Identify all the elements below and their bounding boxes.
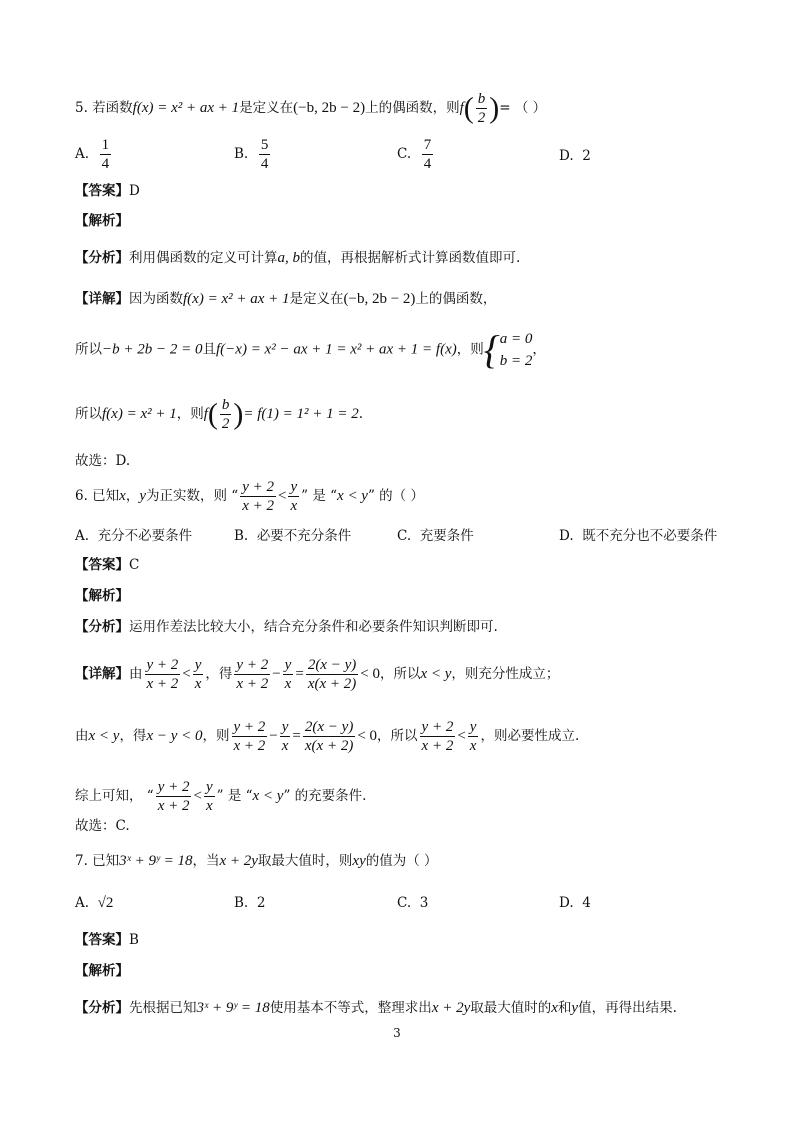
q5-xiangjie-line1: 【详解】因为函数f(x) = x² + ax + 1是定义在(−b, 2b − 2)上的偶函数， [75,291,497,307]
q6-fenxi: 【分析】运用作差法比较大小，结合充分条件和必要条件知识判断即可. [75,619,498,635]
q5-option-c: C. $\frac{7}{4}$ [397,137,432,172]
q6-option-a: A. 充分不必要条件 [75,528,193,544]
q5-stem-mid: 是定义在 [239,100,294,116]
q5-f: f [459,100,464,116]
q5-frac: $\frac{b}{2}$ [477,91,486,126]
q5-xiangjie-line3: 所以f(x) = x² + 1，则f( $\frac{b}{2}$ )= f(1) = 1² + 1 = 2. [75,397,364,432]
q7-option-a: A. √2 [75,895,114,911]
q7-answer: 【答案】B [75,932,139,948]
q5-stem-lead: 5. 若函数 [75,100,133,116]
q6-answer: 【答案】C [75,557,140,573]
q5-function: f(x) = x² + ax + 1 [132,100,240,116]
q7-option-c: C. 3 [397,895,429,911]
q6-xiangjie-line3: 综上可知， “ $\frac{y + 2}{x + 2}$ < $\frac{y}{x}$ ” 是 “x < y” 的充要条件. [75,779,367,814]
q5-interval: (−b, 2b − 2) [293,100,366,116]
q6-stem: 6. 已知x，y为正实数，则 “ $\frac{y + 2}{x + 2}$ < $\frac{y}{x}$ ” 是 “x < y” 的（ ） [75,479,424,514]
q5-fenxi: 【分析】利用偶函数的定义可计算a, b的值，再根据解析式计算函数值即可. [75,250,521,266]
q6-option-c: C. 充要条件 [397,528,474,544]
q5-guxuan: 故选：D. [75,453,131,469]
q6-xiangjie-line1: 【详解】由 $\frac{y + 2}{x + 2}$ < $\frac{y}{x}$ ，得 $\frac{y + 2}{x + 2}$ − $\frac{y}{x}$ = $\frac{2(x - y)}{x(x + 2)}$ < 0，所以x < y，则充分性成立； [75,657,560,692]
q5-paren-close: ) [489,91,500,125]
q5-option-b: B. $\frac{5}{4}$ [234,137,269,172]
q7-jiexi: 【解析】 [75,963,129,979]
q5-stem-tail: 上的偶函数，则 [365,100,460,116]
q7-option-b: B. 2 [234,895,266,911]
q6-guxuan: 故选：C. [75,818,130,834]
q5-xiangjie-line2: 所以−b + 2b − 2 = 0且f(−x) = x² − ax + 1 = x² + ax + 1 = f(x)，则 { a = 0 b = 2 ， [75,327,546,372]
q5-paren-open: ( [463,91,474,125]
page-number: 3 [393,1026,401,1040]
q5-system: { a = 0 b = 2 [483,327,533,372]
q5-answer: 【答案】D [75,183,140,199]
q6-xiangjie-line2: 由x < y，得x − y < 0，则 $\frac{y + 2}{x + 2}$ − $\frac{y}{x}$ = $\frac{2(x - y)}{x(x + 2)}$ < 0，所以 $\frac{y + 2}{x + 2}$ < $\frac{y}{x}$ ，则必要性成立. [75,719,580,754]
q5-option-d: D. 2 [559,148,591,164]
q7-fenxi: 【分析】先根据已知3ˣ + 9ʸ = 18使用基本不等式，整理求出x + 2y取最大值时的x和y值，再得出结果. [75,1000,677,1016]
q6-option-d: D. 既不充分也不必要条件 [559,528,718,544]
q5-stem-eq: = （ ） [499,100,547,116]
q6-jiexi: 【解析】 [75,588,129,604]
q7-stem: 7. 已知3ˣ + 9ʸ = 18，当x + 2y取最大值时，则xy的值为（ ） [75,853,438,869]
q6-option-b: B. 必要不充分条件 [234,528,352,544]
q7-option-d: D. 4 [559,895,591,911]
q5-stem [75,90,546,127]
q5-option-a: A. $\frac{1}{4}$ [75,137,110,172]
q5-jiexi: 【解析】 [75,213,129,229]
